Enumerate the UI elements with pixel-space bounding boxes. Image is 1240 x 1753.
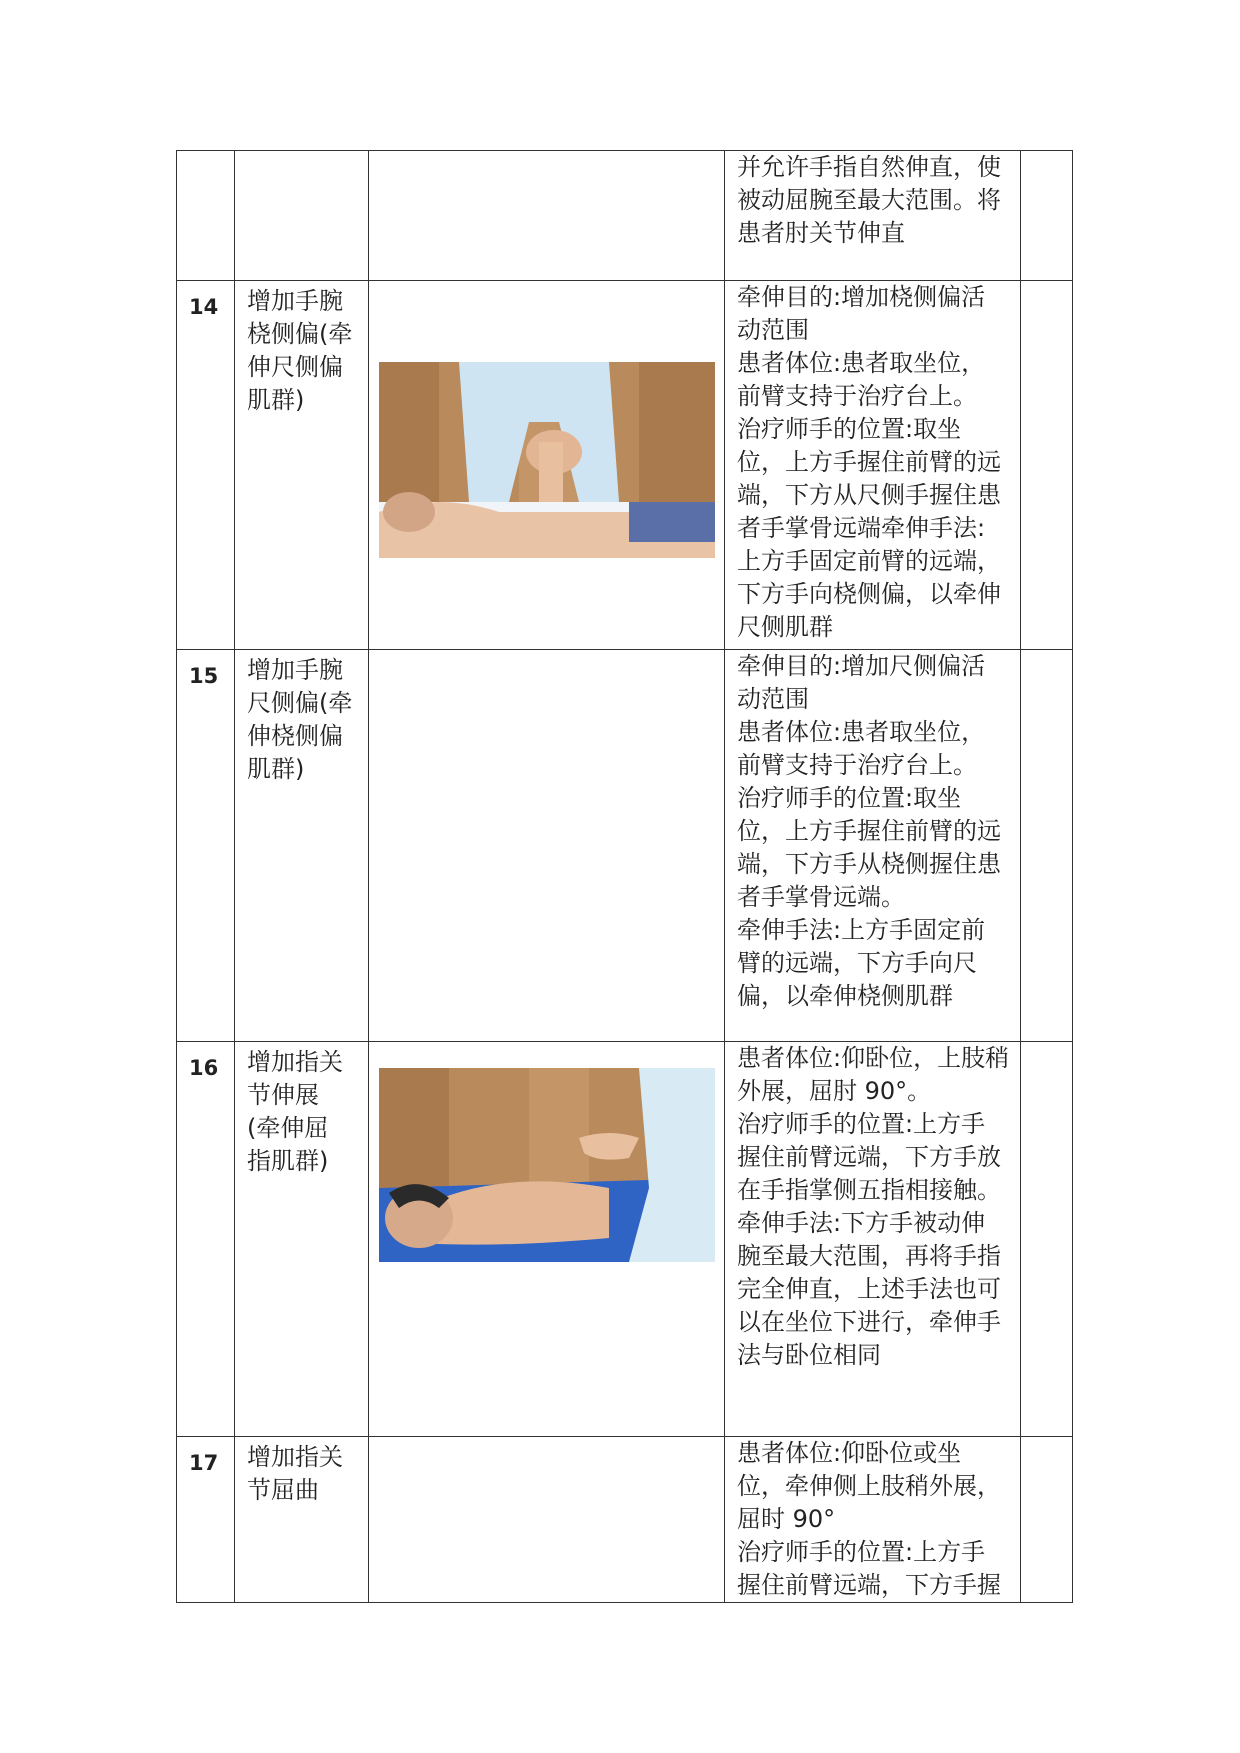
desc-line: 位，上方手握住前臂的远 <box>737 448 1001 476</box>
exercise-table <box>176 150 1073 1603</box>
row-number: 16 <box>177 1042 235 1437</box>
desc-line: 动范围 <box>737 316 809 344</box>
desc-line: 者手掌骨远端牵伸手法: <box>737 514 986 542</box>
exercise-description <box>725 650 1021 1042</box>
table-row <box>177 1042 1073 1437</box>
name-line: 增加手腕 <box>247 287 343 315</box>
name-line: 节屈曲 <box>247 1476 319 1504</box>
name-line: 增加手腕 <box>247 656 343 684</box>
desc-line: 前臂支持于治疗台上。 <box>737 751 977 779</box>
exercise-name <box>235 1437 369 1603</box>
desc-line: 臂的远端，下方手向尺 <box>737 949 977 977</box>
exercise-description <box>725 1437 1021 1603</box>
name-line: 尺侧偏(牵 <box>247 689 353 717</box>
desc-line: 上方手固定前臂的远端， <box>737 547 1001 575</box>
name-line: 增加指关 <box>247 1443 343 1471</box>
row-number <box>177 151 235 281</box>
image-cell <box>369 1437 725 1603</box>
desc-line: 端，下方手从桡侧握住患 <box>737 850 1001 878</box>
exercise-name <box>235 151 369 281</box>
finger-extension-photo <box>379 1068 715 1262</box>
desc-line: 屈时 90° <box>737 1505 836 1533</box>
desc-line: 位，牵伸侧上肢稍外展， <box>737 1472 1001 1500</box>
desc-line: 握住前臂远端，下方手放 <box>737 1143 1001 1171</box>
image-cell <box>369 1042 725 1437</box>
exercise-name <box>235 650 369 1042</box>
image-cell <box>369 151 725 281</box>
desc-line: 治疗师手的位置:上方手 <box>737 1538 986 1566</box>
notes-cell <box>1021 650 1073 1042</box>
desc-line: 牵伸目的:增加桡侧偏活 <box>737 283 986 311</box>
desc-line: 患者体位:患者取坐位， <box>737 718 986 746</box>
name-line: 增加指关 <box>247 1048 343 1076</box>
row-number: 15 <box>177 650 235 1042</box>
exercise-name <box>235 1042 369 1437</box>
notes-cell <box>1021 151 1073 281</box>
desc-line: 尺侧肌群 <box>737 613 833 641</box>
desc-line: 者手掌骨远端。 <box>737 883 905 911</box>
desc-line: 治疗师手的位置:上方手 <box>737 1110 986 1138</box>
desc-line: 外展，屈肘 90°。 <box>737 1077 932 1105</box>
desc-line: 握住前臂远端，下方手握 <box>737 1571 1001 1599</box>
table-row <box>177 650 1073 1042</box>
desc-line: 牵伸手法:上方手固定前 <box>737 916 986 944</box>
name-line: (牵伸屈 <box>247 1114 329 1142</box>
image-cell <box>369 650 725 1042</box>
desc-line: 下方手向桡侧偏，以牵伸 <box>737 580 1001 608</box>
desc-line: 法与卧位相同 <box>737 1341 881 1369</box>
notes-cell <box>1021 1042 1073 1437</box>
desc-line: 患者体位:仰卧位，上肢稍 <box>737 1044 1010 1072</box>
name-line: 伸尺侧偏 <box>247 353 343 381</box>
exercise-description <box>725 281 1021 650</box>
desc-line: 动范围 <box>737 685 809 713</box>
name-line: 节伸展 <box>247 1081 319 1109</box>
notes-cell <box>1021 281 1073 650</box>
exercise-description <box>725 1042 1021 1437</box>
row-number: 17 <box>177 1437 235 1603</box>
desc-line: 在手指掌侧五指相接触。 <box>737 1176 1001 1204</box>
row-number: 14 <box>177 281 235 650</box>
desc-line: 患者肘关节伸直 <box>737 219 905 247</box>
desc-line: 牵伸目的:增加尺侧偏活 <box>737 652 986 680</box>
notes-cell <box>1021 1437 1073 1603</box>
exercise-name <box>235 281 369 650</box>
desc-line: 腕至最大范围，再将手指 <box>737 1242 1001 1270</box>
name-line: 肌群) <box>247 386 305 414</box>
table-row <box>177 1437 1073 1603</box>
desc-line: 治疗师手的位置:取坐 <box>737 415 962 443</box>
desc-line: 患者体位:仰卧位或坐 <box>737 1439 962 1467</box>
desc-line: 端，下方从尺侧手握住患 <box>737 481 1001 509</box>
name-line: 指肌群) <box>247 1147 329 1175</box>
desc-line: 完全伸直，上述手法也可 <box>737 1275 1001 1303</box>
desc-line: 以在坐位下进行，牵伸手 <box>737 1308 1001 1336</box>
name-line: 肌群) <box>247 755 305 783</box>
table-row <box>177 281 1073 650</box>
name-line: 伸桡侧偏 <box>247 722 343 750</box>
desc-line: 被动屈腕至最大范围。将 <box>737 186 1001 214</box>
name-line: 桡侧偏(牵 <box>247 320 353 348</box>
radial-deviation-photo <box>379 362 715 558</box>
desc-line: 患者体位:患者取坐位， <box>737 349 986 377</box>
desc-line: 偏，以牵伸桡侧肌群 <box>737 982 953 1010</box>
exercise-description <box>725 151 1021 281</box>
image-cell <box>369 281 725 650</box>
desc-line: 前臂支持于治疗台上。 <box>737 382 977 410</box>
desc-line: 牵伸手法:下方手被动伸 <box>737 1209 986 1237</box>
desc-line: 治疗师手的位置:取坐 <box>737 784 962 812</box>
desc-line: 并允许手指自然伸直，使 <box>737 153 1001 181</box>
table-row <box>177 151 1073 281</box>
desc-line: 位，上方手握住前臂的远 <box>737 817 1001 845</box>
